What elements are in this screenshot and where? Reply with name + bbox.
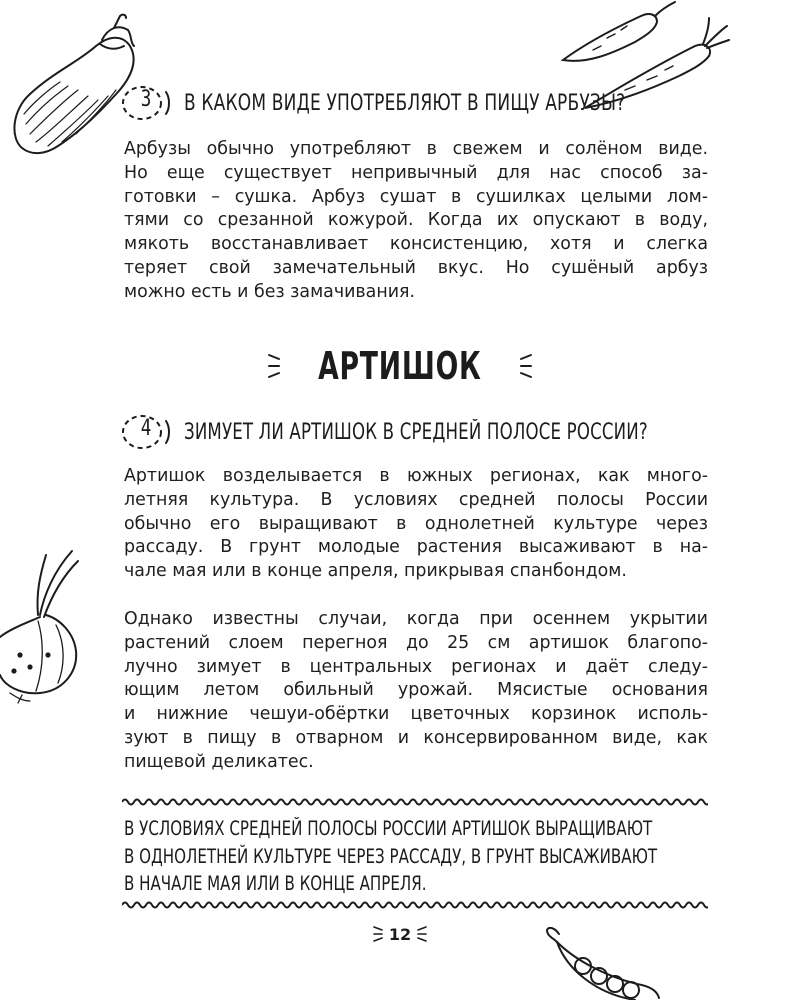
answer-paragraph bbox=[124, 465, 708, 584]
text-line: ющим летом обильный урожай. Мясистые основания bbox=[124, 680, 708, 701]
text-line: зуют в пищу в отварном и консервированном виде, как bbox=[124, 727, 708, 748]
answer-paragraph bbox=[124, 138, 708, 305]
section-ornament-right-icon bbox=[519, 351, 533, 381]
text-line: Однако известны случаи, когда при осеннем укрытии bbox=[124, 609, 708, 629]
section-ornament-left-icon bbox=[267, 351, 281, 381]
text-line: готовки – сушка. Арбуз сушат в сушилках целыми лом- bbox=[124, 186, 708, 207]
section-title-text: АРТИШОК bbox=[318, 344, 482, 388]
question-4-heading bbox=[120, 410, 736, 454]
text-line: мякоть восстанавливает консистенцию, хотя и слегка bbox=[124, 234, 708, 255]
text-line: Но еще существует непривычный для нас способ за- bbox=[124, 162, 708, 183]
question-number-badge bbox=[120, 84, 172, 122]
text-line: рассаду. В грунт молодые растения высаживают в на- bbox=[124, 537, 708, 558]
question-number: 4 bbox=[140, 416, 152, 441]
wavy-divider bbox=[122, 899, 708, 911]
text-line: Артишок возделывается в южных регионах, как много- bbox=[124, 466, 708, 486]
text-line: растений слоем перегноя до 25 см артишок благопо- bbox=[124, 632, 708, 653]
text-line: и нижние чешуи-обёртки цветочных корзинок исполь- bbox=[124, 704, 708, 725]
answer-paragraph bbox=[124, 608, 708, 775]
page-ornament-right-icon bbox=[417, 924, 427, 944]
wavy-divider bbox=[122, 796, 708, 808]
question-3-heading bbox=[120, 81, 697, 125]
page-ornament-left-icon bbox=[373, 924, 383, 944]
text-line: Арбузы обычно употребляют в свежем и солёном виде. bbox=[124, 139, 708, 159]
text-line: летняя культура. В условиях средней полосы России bbox=[124, 489, 708, 510]
page-number bbox=[0, 924, 800, 944]
text-line: теряет свой замечательный вкус. Но сушёный арбуз bbox=[124, 257, 708, 278]
question-text: В КАКОМ ВИДЕ УПОТРЕБЛЯЮТ В ПИЩУ АРБУЗЫ? bbox=[184, 90, 626, 116]
question-number: 3 bbox=[140, 87, 152, 112]
text-line: чале мая или в конце апреля, прикрывая спанбондом. bbox=[124, 561, 627, 582]
question-text: ЗИМУЕТ ЛИ АРТИШОК В СРЕДНЕЙ ПОЛОСЕ РОССИИ? bbox=[184, 419, 648, 445]
text-line: лучно зимует в центральных регионах и даёт следу- bbox=[124, 656, 708, 677]
page-number-text: 12 bbox=[388, 924, 412, 944]
text-line: пищевой деликатес. bbox=[124, 751, 314, 772]
onion-illustration bbox=[0, 545, 82, 705]
text-line: можно есть и без замачивания. bbox=[124, 281, 415, 302]
callout-line: В УСЛОВИЯХ СРЕДНЕЙ ПОЛОСЫ РОССИИ АРТИШОК ВЫРАЩИВАЮТ bbox=[124, 817, 653, 840]
question-number-badge bbox=[120, 413, 172, 451]
section-title bbox=[0, 344, 800, 388]
text-line: тями со срезанной кожурой. Когда их опускают в воду, bbox=[124, 210, 708, 231]
callout-line: В ОДНОЛЕТНЕЙ КУЛЬТУРЕ ЧЕРЕЗ РАССАДУ, В ГРУНТ ВЫСАЖИВАЮТ bbox=[124, 844, 658, 868]
callout-line: В НАЧАЛЕ МАЯ ИЛИ В КОНЦЕ АПРЕЛЯ. bbox=[124, 872, 427, 895]
summary-callout bbox=[124, 815, 658, 898]
text-line: обычно его выращивают в однолетней культуре через bbox=[124, 513, 708, 534]
